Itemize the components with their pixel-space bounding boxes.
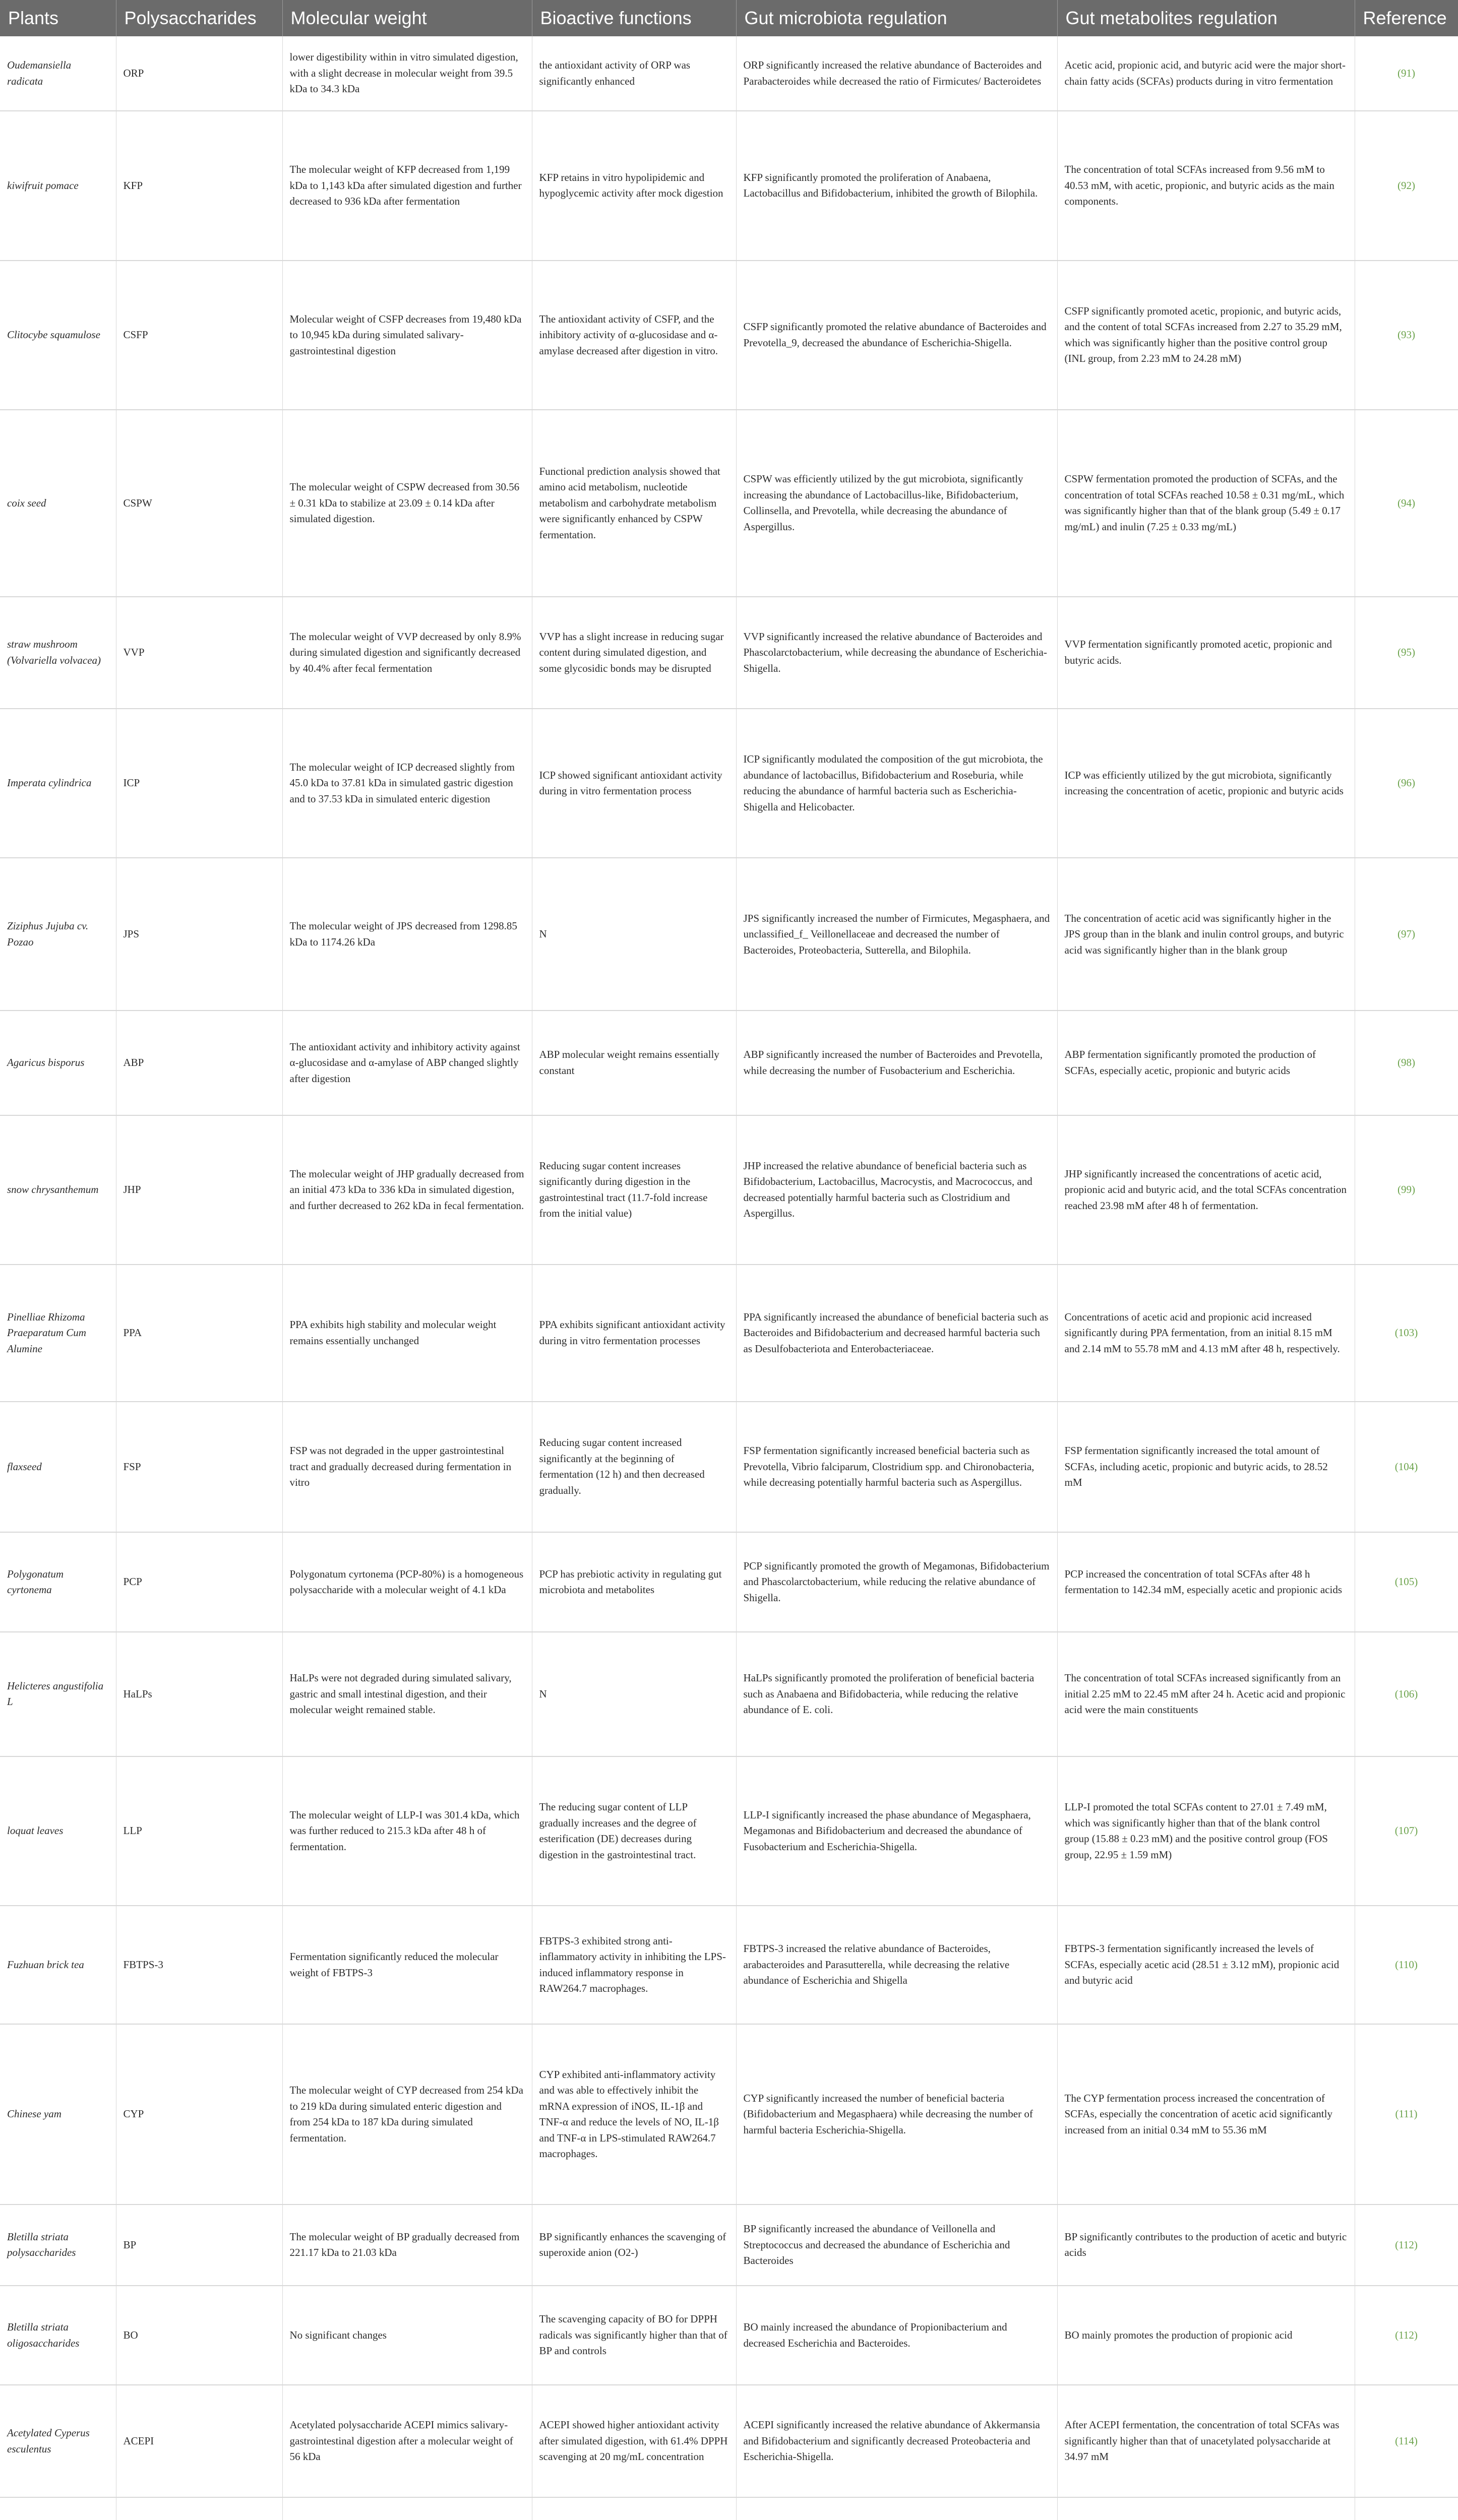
cell-polysaccharide: HaLPs xyxy=(116,1632,282,1756)
cell-molecular-weight: Polygonatum cyrtonema (PCP-80%) is a homogeneous polysaccharide with a molecular weight of 4.1 kDa xyxy=(282,1532,532,1632)
cell-plant: flaxseed xyxy=(0,1402,116,1532)
header-polysaccharides: Polysaccharides xyxy=(116,0,282,36)
cell-molecular-weight: The molecular weight of ICP decreased slightly from 45.0 kDa to 37.81 kDa in simulated gastric digestion and to 37.53 kDa in simulated enteric digestion xyxy=(282,709,532,858)
table-row xyxy=(0,1265,1458,1402)
cell-polysaccharide: LLP xyxy=(116,1756,282,1906)
cell-gut-metabolites xyxy=(1057,2497,1355,2520)
table-row xyxy=(0,36,1458,111)
table-row xyxy=(0,2385,1458,2497)
cell-bioactive-functions: Reducing sugar content increases significantly during digestion in the gastrointestinal tract (11.7-fold increase from the initial value) xyxy=(532,1115,736,1265)
cell-plant: Agaricus bisporus xyxy=(0,1011,116,1115)
cell-bioactive-functions: ABP molecular weight remains essentially constant xyxy=(532,1011,736,1115)
cell-reference[interactable]: (114) xyxy=(1355,2385,1458,2497)
cell-gut-metabolites: FSP fermentation significantly increased the total amount of SCFAs, including acetic, propionic and butyric acids, to 28.52 mM xyxy=(1057,1402,1355,1532)
cell-gut-metabolites: BP significantly contributes to the production of acetic and butyric acids xyxy=(1057,2204,1355,2286)
cell-bioactive-functions: BP significantly enhances the scavenging of superoxide anion (O2-) xyxy=(532,2204,736,2286)
cell-gut-microbiota: FBTPS-3 increased the relative abundance of Bacteroides, arabacteroides and Parasutterella, while decreasing the relative abundance of Escherichia and Shigella xyxy=(736,1906,1057,2024)
cell-polysaccharide: CSFP xyxy=(116,261,282,410)
cell-molecular-weight: Acetylated polysaccharide ACEPI mimics salivary-gastrointestinal digestion after a molecular weight of 56 kDa xyxy=(282,2385,532,2497)
cell-reference[interactable]: (106) xyxy=(1355,1632,1458,1756)
cell-plant: Pinelliae Rhizoma Praeparatum Cum Alumine xyxy=(0,1265,116,1402)
cell-plant: straw mushroom (Volvariella volvacea) xyxy=(0,597,116,709)
cell-gut-microbiota: CYP significantly increased the number of beneficial bacteria (Bifidobacterium and Megasphaera) while decreasing the number of harmful bacteria Escherichia-Shigella. xyxy=(736,2024,1057,2204)
cell-molecular-weight: lower digestibility within in vitro simulated digestion, with a slight decrease in molecular weight from 39.5 kDa to 34.3 kDa xyxy=(282,36,532,111)
table-row xyxy=(0,597,1458,709)
cell-bioactive-functions: KFP retains in vitro hypolipidemic and hypoglycemic activity after mock digestion xyxy=(532,111,736,260)
cell-molecular-weight: FSP was not degraded in the upper gastrointestinal tract and gradually decreased during fermentation in vitro xyxy=(282,1402,532,1532)
cell-polysaccharide xyxy=(116,2497,282,2520)
cell-bioactive-functions: N xyxy=(532,1632,736,1756)
cell-bioactive-functions: PPA exhibits significant antioxidant activity during in vitro fermentation processes xyxy=(532,1265,736,1402)
cell-gut-microbiota: CSPW was efficiently utilized by the gut microbiota, significantly increasing the abundance of Lactobacillus-like, Bifidobacterium, Collinsella, and Prevotella, while decreasing the abundance of Aspergillus. xyxy=(736,410,1057,597)
cell-bioactive-functions: ICP showed significant antioxidant activity during in vitro fermentation process xyxy=(532,709,736,858)
cell-plant: Acetylated Cyperus esculentus xyxy=(0,2385,116,2497)
cell-plant: Fuzhuan brick tea xyxy=(0,1906,116,2024)
cell-gut-microbiota: CSFP significantly promoted the relative abundance of Bacteroides and Prevotella_9, decreased the abundance of Escherichia-Shigella. xyxy=(736,261,1057,410)
header-gut-microbiota: Gut microbiota regulation xyxy=(736,0,1057,36)
cell-molecular-weight: The molecular weight of LLP-I was 301.4 kDa, which was further reduced to 215.3 kDa after 48 h of fermentation. xyxy=(282,1756,532,1906)
cell-polysaccharide: PCP xyxy=(116,1532,282,1632)
cell-molecular-weight: PPA exhibits high stability and molecular weight remains essentially unchanged xyxy=(282,1265,532,1402)
cell-reference[interactable]: (93) xyxy=(1355,261,1458,410)
cell-gut-metabolites: JHP significantly increased the concentrations of acetic acid, propionic acid and butyric acid, and the total SCFAs concentration reached 23.98 mM after 48 h of fermentation. xyxy=(1057,1115,1355,1265)
cell-plant: Clitocybe squamulose xyxy=(0,261,116,410)
table-row xyxy=(0,2286,1458,2385)
cell-reference[interactable]: (112) xyxy=(1355,2286,1458,2385)
table-row xyxy=(0,2204,1458,2286)
cell-reference[interactable]: (107) xyxy=(1355,1756,1458,1906)
cell-polysaccharide: FSP xyxy=(116,1402,282,1532)
table-body xyxy=(0,36,1458,2520)
cell-gut-microbiota xyxy=(736,2497,1057,2520)
cell-reference[interactable]: (98) xyxy=(1355,1011,1458,1115)
cell-polysaccharide: ORP xyxy=(116,36,282,111)
cell-polysaccharide: FBTPS-3 xyxy=(116,1906,282,2024)
table-row xyxy=(0,1011,1458,1115)
cell-gut-metabolites: PCP increased the concentration of total SCFAs after 48 h fermentation to 142.34 mM, especially acetic and propionic acids xyxy=(1057,1532,1355,1632)
cell-gut-metabolites: CSFP significantly promoted acetic, propionic, and butyric acids, and the content of total SCFAs increased from 2.27 to 35.29 mM, which was significantly higher than the positive control group (INL group, from 2.23 mM to 24.28 mM) xyxy=(1057,261,1355,410)
cell-molecular-weight: Fermentation significantly reduced the molecular weight of FBTPS-3 xyxy=(282,1906,532,2024)
cell-gut-microbiota: PCP significantly promoted the growth of Megamonas, Bifidobacterium and Phascolarctobacterium, while reducing the relative abundance of Shigella. xyxy=(736,1532,1057,1632)
cell-bioactive-functions: The antioxidant activity of CSFP, and the inhibitory activity of α-glucosidase and α-amylase decreased after digestion in vitro. xyxy=(532,261,736,410)
cell-bioactive-functions xyxy=(532,2497,736,2520)
cell-bioactive-functions: Reducing sugar content increased significantly at the beginning of fermentation (12 h) and then decreased gradually. xyxy=(532,1402,736,1532)
table-row xyxy=(0,1632,1458,1756)
cell-molecular-weight xyxy=(282,2497,532,2520)
cell-polysaccharide: JPS xyxy=(116,858,282,1011)
cell-gut-microbiota: BO mainly increased the abundance of Propionibacterium and decreased Escherichia and Bacteroides. xyxy=(736,2286,1057,2385)
table-row xyxy=(0,1115,1458,1265)
table-row xyxy=(0,410,1458,597)
cell-gut-metabolites: Acetic acid, propionic acid, and butyric acid were the major short-chain fatty acids (SCFAs) products during in vitro fermentation xyxy=(1057,36,1355,111)
cell-plant: Ziziphus Jujuba cv. Pozao xyxy=(0,858,116,1011)
cell-gut-metabolites: VVP fermentation significantly promoted acetic, propionic and butyric acids. xyxy=(1057,597,1355,709)
cell-molecular-weight: The molecular weight of JHP gradually decreased from an initial 473 kDa to 336 kDa in simulated digestion, and further decreased to 262 kDa in fecal fermentation. xyxy=(282,1115,532,1265)
cell-plant: Chinese yam xyxy=(0,2024,116,2204)
table-row xyxy=(0,1906,1458,2024)
cell-molecular-weight: The molecular weight of KFP decreased from 1,199 kDa to 1,143 kDa after simulated digestion and further decreased to 936 kDa after fermentation xyxy=(282,111,532,260)
cell-molecular-weight: No significant changes xyxy=(282,2286,532,2385)
cell-gut-metabolites: BO mainly promotes the production of propionic acid xyxy=(1057,2286,1355,2385)
cell-bioactive-functions: VVP has a slight increase in reducing sugar content during simulated digestion, and some glycosidic bonds may be disrupted xyxy=(532,597,736,709)
cell-molecular-weight: The molecular weight of CYP decreased from 254 kDa to 219 kDa during simulated enteric digestion and from 254 kDa to 187 kDa during simulated fermentation. xyxy=(282,2024,532,2204)
cell-molecular-weight: The antioxidant activity and inhibitory activity against α-glucosidase and α-amylase of ABP changed slightly after digestion xyxy=(282,1011,532,1115)
cell-reference[interactable]: (99) xyxy=(1355,1115,1458,1265)
table-row xyxy=(0,1402,1458,1532)
cell-reference[interactable]: (104) xyxy=(1355,1402,1458,1532)
cell-reference[interactable]: (105) xyxy=(1355,1532,1458,1632)
cell-reference[interactable]: (94) xyxy=(1355,410,1458,597)
cell-reference[interactable]: (97) xyxy=(1355,858,1458,1011)
cell-plant: loquat leaves xyxy=(0,1756,116,1906)
cell-plant: kiwifruit pomace xyxy=(0,111,116,260)
header-molecular-weight: Molecular weight xyxy=(282,0,532,36)
cell-bioactive-functions: Functional prediction analysis showed that amino acid metabolism, nucleotide metabolism and carbohydrate metabolism were significantly enhanced by CSPW fermentation. xyxy=(532,410,736,597)
table-row xyxy=(0,1532,1458,1632)
cell-reference[interactable]: (92) xyxy=(1355,111,1458,260)
header-gut-metabolites: Gut metabolites regulation xyxy=(1057,0,1355,36)
table-row xyxy=(0,709,1458,858)
cell-bioactive-functions: The reducing sugar content of LLP gradually increases and the degree of esterification (DE) decreases during digestion in the gastrointestinal tract. xyxy=(532,1756,736,1906)
table-row xyxy=(0,111,1458,260)
table-row xyxy=(0,261,1458,410)
cell-polysaccharide: VVP xyxy=(116,597,282,709)
header-reference: Reference xyxy=(1355,0,1458,36)
cell-polysaccharide: ICP xyxy=(116,709,282,858)
cell-bioactive-functions: ACEPI showed higher antioxidant activity after simulated digestion, with 61.4% DPPH scavenging at 20 mg/mL concentration xyxy=(532,2385,736,2497)
table-row xyxy=(0,1756,1458,1906)
cell-gut-microbiota: JPS significantly increased the number of Firmicutes, Megasphaera, and unclassified_f_ Veillonellaceae and decreased the number of Bacteroides, Proteobacteria, Sutterella, and Bilophila. xyxy=(736,858,1057,1011)
cell-polysaccharide: ABP xyxy=(116,1011,282,1115)
cell-bioactive-functions: N xyxy=(532,858,736,1011)
cell-plant xyxy=(0,2497,116,2520)
cell-gut-microbiota: ABP significantly increased the number of Bacteroides and Prevotella, while decreasing the number of Fusobacterium and Escherichia. xyxy=(736,1011,1057,1115)
cell-gut-microbiota: LLP-I significantly increased the phase abundance of Megasphaera, Megamonas and Bifidobacterium and decreased the abundance of Fusobacterium and Escherichia-Shigella. xyxy=(736,1756,1057,1906)
cell-polysaccharide: BP xyxy=(116,2204,282,2286)
cell-reference[interactable]: (110) xyxy=(1355,1906,1458,2024)
cell-gut-metabolites: FBTPS-3 fermentation significantly increased the levels of SCFAs, especially acetic acid (28.51 ± 3.12 mM), propionic acid and butyric acid xyxy=(1057,1906,1355,2024)
cell-molecular-weight: The molecular weight of BP gradually decreased from 221.17 kDa to 21.03 kDa xyxy=(282,2204,532,2286)
cell-reference[interactable] xyxy=(1355,2497,1458,2520)
cell-gut-metabolites: The concentration of total SCFAs increased from 9.56 mM to 40.53 mM, with acetic, propionic, and butyric acids as the main components. xyxy=(1057,111,1355,260)
cell-gut-microbiota: KFP significantly promoted the proliferation of Anabaena, Lactobacillus and Bifidobacterium, inhibited the growth of Bilophila. xyxy=(736,111,1057,260)
cell-gut-microbiota: BP significantly increased the abundance of Veillonella and Streptococcus and decreased the abundance of Escherichia and Bacteroides xyxy=(736,2204,1057,2286)
cell-gut-metabolites: ABP fermentation significantly promoted the production of SCFAs, especially acetic, propionic and butyric acids xyxy=(1057,1011,1355,1115)
cell-reference[interactable]: (95) xyxy=(1355,597,1458,709)
cell-bioactive-functions: The scavenging capacity of BO for DPPH radicals was significantly higher than that of BP and controls xyxy=(532,2286,736,2385)
cell-plant: Polygonatum cyrtonema xyxy=(0,1532,116,1632)
header-row xyxy=(0,0,1458,36)
cell-gut-microbiota: JHP increased the relative abundance of beneficial bacteria such as Bifidobacterium, Lactobacillus, Macrocystis, and Macrococcus, and decreased potentially harmful bacteria such as Clostridium and Aspergillus. xyxy=(736,1115,1057,1265)
cell-plant: Helicteres angustifolia L xyxy=(0,1632,116,1756)
table-row xyxy=(0,2024,1458,2204)
cell-gut-microbiota: ACEPI significantly increased the relative abundance of Akkermansia and Bifidobacterium and significantly decreased Proteobacteria and Escherichia-Shigella. xyxy=(736,2385,1057,2497)
cell-bioactive-functions: the antioxidant activity of ORP was significantly enhanced xyxy=(532,36,736,111)
cell-molecular-weight: HaLPs were not degraded during simulated salivary, gastric and small intestinal digestion, and their molecular weight remained stable. xyxy=(282,1632,532,1756)
table-row xyxy=(0,2497,1458,2520)
cell-gut-metabolites: ICP was efficiently utilized by the gut microbiota, significantly increasing the concentration of acetic, propionic and butyric acids xyxy=(1057,709,1355,858)
cell-reference[interactable]: (96) xyxy=(1355,709,1458,858)
cell-bioactive-functions: CYP exhibited anti-inflammatory activity and was able to effectively inhibit the mRNA expression of iNOS, IL-1β and TNF-α and reduce the levels of NO, IL-1β and TNF-α in LPS-stimulated RAW264.7 macrophages. xyxy=(532,2024,736,2204)
cell-gut-metabolites: LLP-I promoted the total SCFAs content to 27.01 ± 7.49 mM, which was significantly higher than that of the blank control group (15.88 ± 0.23 mM) and the positive control group (FOS group, 22.95 ± 1.59 mM) xyxy=(1057,1756,1355,1906)
cell-polysaccharide: BO xyxy=(116,2286,282,2385)
cell-gut-microbiota: PPA significantly increased the abundance of beneficial bacteria such as Bacteroides and Bifidobacterium and decreased harmful bacteria such as Desulfobacteriota and Enterobacteriaceae. xyxy=(736,1265,1057,1402)
cell-gut-metabolites: The concentration of acetic acid was significantly higher in the JPS group than in the blank and inulin control groups, and butyric acid was significantly higher than in the blank group xyxy=(1057,858,1355,1011)
cell-reference[interactable]: (112) xyxy=(1355,2204,1458,2286)
cell-plant: Oudemansiella radicata xyxy=(0,36,116,111)
header-bioactive-functions: Bioactive functions xyxy=(532,0,736,36)
header-plants: Plants xyxy=(0,0,116,36)
cell-molecular-weight: The molecular weight of VVP decreased by only 8.9% during simulated digestion and significantly decreased by 40.4% after fecal fermentation xyxy=(282,597,532,709)
cell-polysaccharide: ACEPI xyxy=(116,2385,282,2497)
cell-gut-metabolites: The CYP fermentation process increased the concentration of SCFAs, especially the concentration of acetic acid significantly increased from an initial 0.34 mM to 55.36 mM xyxy=(1057,2024,1355,2204)
cell-polysaccharide: KFP xyxy=(116,111,282,260)
cell-plant: Imperata cylindrica xyxy=(0,709,116,858)
table-row xyxy=(0,858,1458,1011)
cell-molecular-weight: Molecular weight of CSFP decreases from 19,480 kDa to 10,945 kDa during simulated salivary-gastrointestinal digestion xyxy=(282,261,532,410)
cell-plant: snow chrysanthemum xyxy=(0,1115,116,1265)
cell-bioactive-functions: FBTPS-3 exhibited strong anti-inflammatory activity in inhibiting the LPS-induced inflammatory response in RAW264.7 macrophages. xyxy=(532,1906,736,2024)
cell-bioactive-functions: PCP has prebiotic activity in regulating gut microbiota and metabolites xyxy=(532,1532,736,1632)
cell-reference[interactable]: (91) xyxy=(1355,36,1458,111)
cell-plant: Bletilla striata polysaccharides xyxy=(0,2204,116,2286)
cell-molecular-weight: The molecular weight of JPS decreased from 1298.85 kDa to 1174.26 kDa xyxy=(282,858,532,1011)
cell-gut-microbiota: ORP significantly increased the relative abundance of Bacteroides and Parabacteroides while decreased the ratio of Firmicutes/ Bacteroidetes xyxy=(736,36,1057,111)
table-header xyxy=(0,0,1458,36)
cell-plant: Bletilla striata oligosaccharides xyxy=(0,2286,116,2385)
cell-plant: coix seed xyxy=(0,410,116,597)
cell-gut-metabolites: CSPW fermentation promoted the production of SCFAs, and the concentration of total SCFAs reached 10.58 ± 0.31 mg/mL, which was significantly higher than that of the blank group (5.49 ± 0.17 mg/mL) and inulin (7.25 ± 0.33 mg/mL) xyxy=(1057,410,1355,597)
cell-molecular-weight: The molecular weight of CSPW decreased from 30.56 ± 0.31 kDa to stabilize at 23.09 ± 0.14 kDa after simulated digestion. xyxy=(282,410,532,597)
cell-gut-microbiota: ICP significantly modulated the composition of the gut microbiota, the abundance of lactobacillus, Bifidobacterium and Roseburia, while reducing the abundance of harmful bacteria such as Escherichia-Shigella and Helicobacter. xyxy=(736,709,1057,858)
cell-gut-microbiota: VVP significantly increased the relative abundance of Bacteroides and Phascolarctobacterium, while decreasing the abundance of Escherichia-Shigella. xyxy=(736,597,1057,709)
cell-gut-metabolites: The concentration of total SCFAs increased significantly from an initial 2.25 mM to 22.45 mM after 24 h. Acetic acid and propionic acid were the main constituents xyxy=(1057,1632,1355,1756)
cell-polysaccharide: JHP xyxy=(116,1115,282,1265)
cell-reference[interactable]: (103) xyxy=(1355,1265,1458,1402)
cell-gut-microbiota: HaLPs significantly promoted the proliferation of beneficial bacteria such as Anabaena and Bifidobacteria, while reducing the relative abundance of E. coli. xyxy=(736,1632,1057,1756)
cell-gut-metabolites: Concentrations of acetic acid and propionic acid increased significantly during PPA fermentation, from an initial 8.15 mM and 2.14 mM to 55.78 mM and 4.13 mM after 48 h, respectively. xyxy=(1057,1265,1355,1402)
cell-gut-metabolites: After ACEPI fermentation, the concentration of total SCFAs was significantly higher than that of unacetylated polysaccharide at 34.97 mM xyxy=(1057,2385,1355,2497)
cell-polysaccharide: CSPW xyxy=(116,410,282,597)
cell-polysaccharide: CYP xyxy=(116,2024,282,2204)
cell-polysaccharide: PPA xyxy=(116,1265,282,1402)
cell-reference[interactable]: (111) xyxy=(1355,2024,1458,2204)
cell-gut-microbiota: FSP fermentation significantly increased beneficial bacteria such as Prevotella, Vibrio falciparum, Clostridium spp. and Chironobacteria, while decreasing potentially harmful bacteria such as Aspergillus. xyxy=(736,1402,1057,1532)
